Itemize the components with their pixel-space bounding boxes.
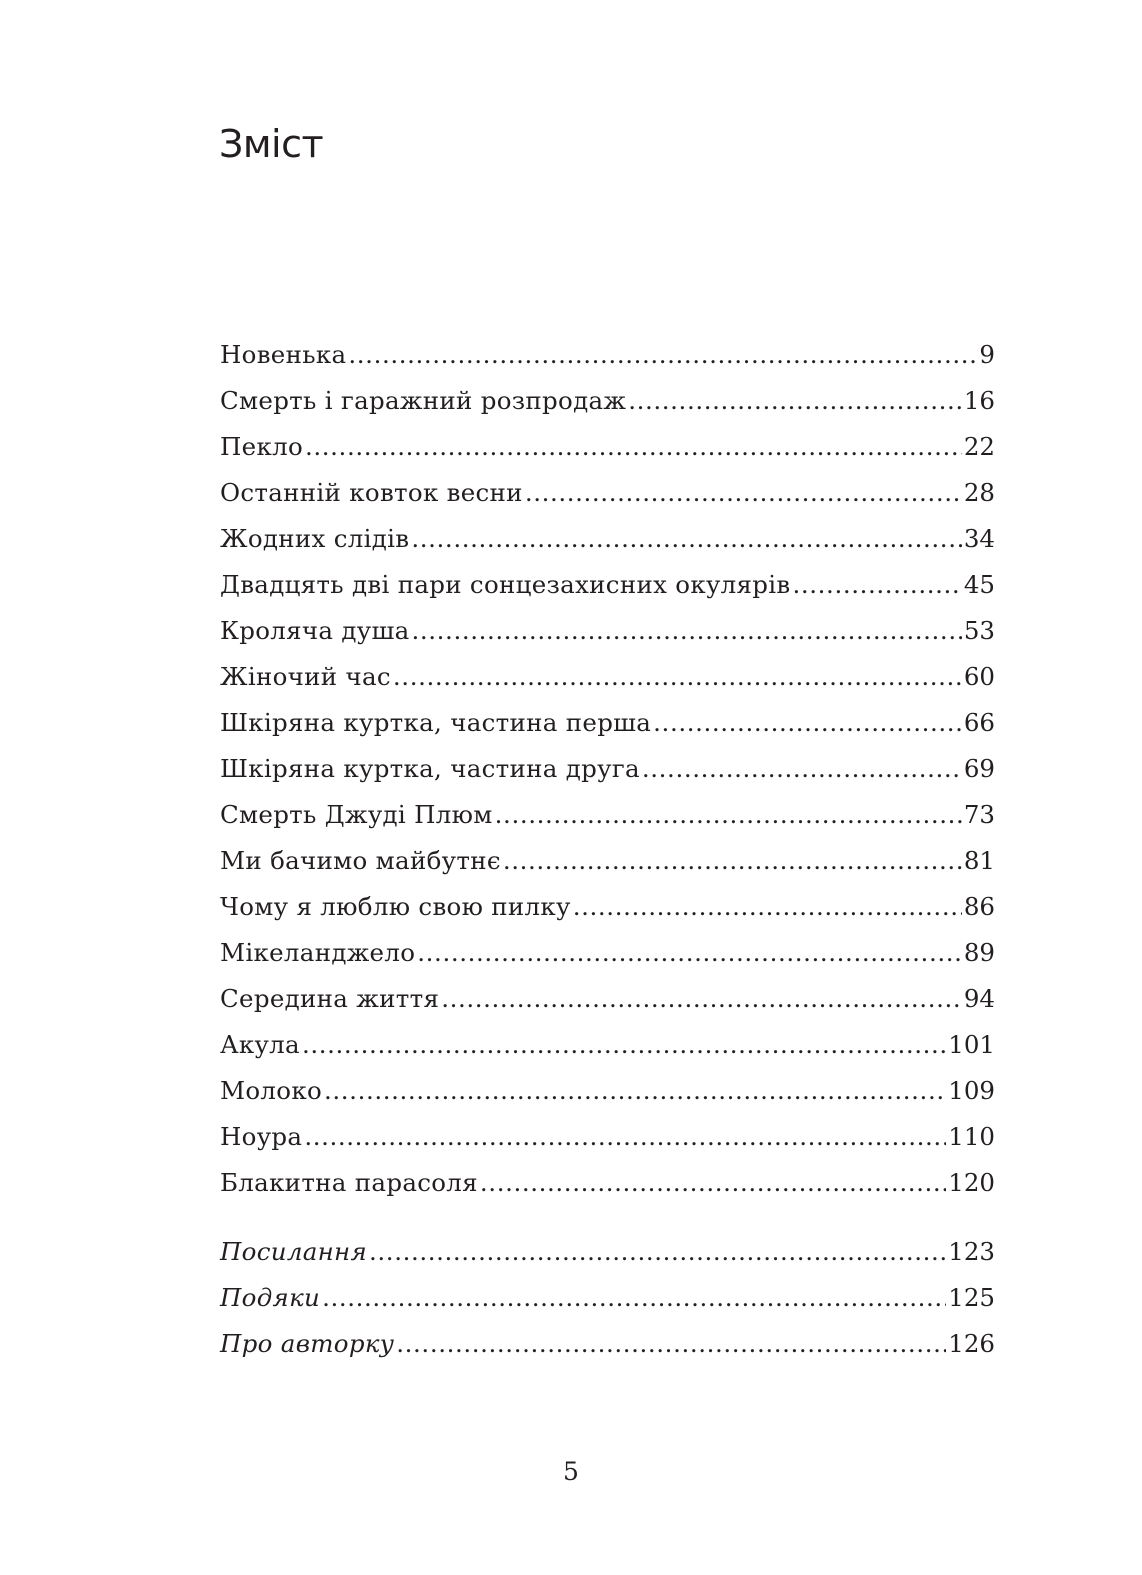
toc-entry-title: Молоко [220,1076,323,1105]
toc-entry-page: 69 [963,754,995,783]
toc-entry-title: Акула [220,1030,300,1059]
toc-entry[interactable] [220,332,995,378]
dot-leader [304,1114,946,1160]
dot-leader [348,332,977,378]
dot-leader [305,424,962,470]
toc-entry-title: Ноура [220,1122,303,1151]
toc-entry[interactable] [220,516,995,562]
dot-leader [417,930,962,976]
toc-entry-title: Мікеланджело [220,938,416,967]
toc-entry-page: 110 [948,1122,995,1151]
dot-leader [396,1321,946,1367]
toc-entry-page: 81 [963,846,995,875]
toc-entry[interactable] [220,562,995,608]
toc-entry[interactable] [220,884,995,930]
toc-entry-page: 73 [963,800,995,829]
toc-entry-title: Середина життя [220,984,440,1013]
dot-leader [628,378,962,424]
toc-entry-page: 9 [979,340,995,369]
toc-entry-page: 125 [948,1283,995,1312]
dot-leader [441,976,962,1022]
toc-entry-title: Кроляча душа [220,616,410,645]
toc-entry-back-matter[interactable] [220,1321,995,1367]
dot-leader [495,792,962,838]
toc-entry[interactable] [220,700,995,746]
page-title: Зміст [219,122,324,166]
dot-leader [503,838,962,884]
toc-entry-page: 123 [948,1237,995,1266]
toc-entry[interactable] [220,654,995,700]
toc-entry-title: Чому я люблю свою пилку [220,892,571,921]
toc-entry-back-matter[interactable] [220,1229,995,1275]
dot-leader [525,470,962,516]
toc-entry-title: Жодних слідів [220,524,410,553]
toc-entry-title: Новенька [220,340,347,369]
dot-leader [369,1229,946,1275]
toc-entry[interactable] [220,1022,995,1068]
toc-entry-title: Смерть Джуді Плюм [220,800,493,829]
toc-entry-title: Ми бачимо майбутнє [220,846,501,875]
toc-entry-page: 45 [963,570,995,599]
toc-entry[interactable] [220,838,995,884]
toc-entry-title: Посилання [220,1237,368,1266]
toc-entry[interactable] [220,1114,995,1160]
toc-entry-page: 16 [963,386,995,415]
toc-entry-title: Останній ковток весни [220,478,523,507]
toc-entry[interactable] [220,930,995,976]
toc-entry-page: 86 [963,892,995,921]
toc-entry-title: Пекло [220,432,303,461]
toc-entry-page: 22 [963,432,995,461]
toc-entry-page: 89 [963,938,995,967]
dot-leader [322,1275,946,1321]
toc-entry-title: Двадцять дві пари сонцезахисних окулярів [220,570,791,599]
toc-entry-page: 109 [948,1076,995,1105]
toc-entry-page: 101 [948,1030,995,1059]
toc-entry-title: Про авторку [220,1329,395,1358]
toc-entry-title: Жіночий час [220,662,391,691]
table-of-contents [220,332,995,1206]
toc-entry-page: 53 [963,616,995,645]
back-matter-contents [220,1229,995,1367]
toc-entry-page: 94 [963,984,995,1013]
toc-entry[interactable] [220,792,995,838]
toc-entry-page: 66 [963,708,995,737]
toc-entry-page: 120 [948,1168,995,1197]
toc-entry[interactable] [220,1160,995,1206]
toc-entry[interactable] [220,976,995,1022]
toc-entry-title: Блакитна парасоля [220,1168,478,1197]
toc-entry[interactable] [220,424,995,470]
dot-leader [642,746,962,792]
toc-entry-title: Шкіряна куртка, частина перша [220,708,652,737]
toc-entry-title: Смерть і гаражний розпродаж [220,386,627,415]
toc-entry-page: 28 [963,478,995,507]
dot-leader [480,1160,946,1206]
dot-leader [324,1068,946,1114]
dot-leader [302,1022,946,1068]
toc-entry[interactable] [220,1068,995,1114]
dot-leader [573,884,962,930]
toc-entry-page: 34 [963,524,995,553]
toc-entry[interactable] [220,378,995,424]
toc-entry-page: 126 [948,1329,995,1358]
toc-entry-title: Подяки [220,1283,321,1312]
dot-leader [412,608,962,654]
toc-entry[interactable] [220,470,995,516]
dot-leader [411,516,961,562]
toc-entry[interactable] [220,746,995,792]
toc-entry-title: Шкіряна куртка, частина друга [220,754,640,783]
dot-leader [653,700,962,746]
toc-entry-page: 60 [963,662,995,691]
toc-entry-back-matter[interactable] [220,1275,995,1321]
page-number: 5 [563,1457,579,1486]
dot-leader [393,654,962,700]
toc-entry[interactable] [220,608,995,654]
dot-leader [793,562,962,608]
